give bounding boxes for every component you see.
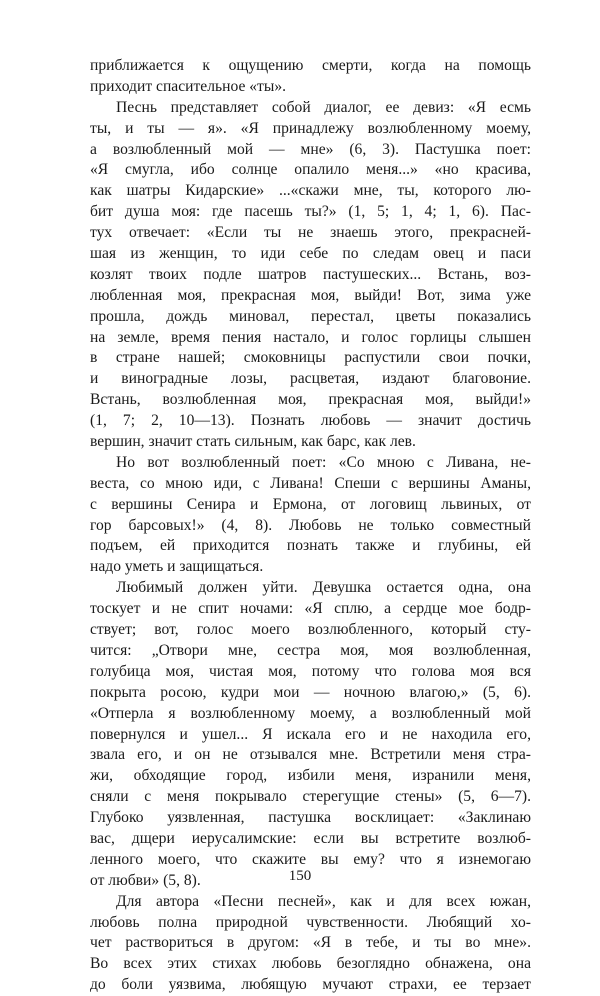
text-line: бит душа моя: где пасешь ты?» (1, 5; 1, 4; 1, 6). Пас- xyxy=(90,203,531,221)
text-line: Встань, возлюбленная моя, прекрасная моя, выйди!» xyxy=(90,391,531,409)
text-line: вершин, значит стать сильным, как барс, как лев. xyxy=(90,433,416,451)
text-line: повернулся и ушел... Я искала его и не находила его, xyxy=(90,725,531,743)
text-line: приближается к ощущению смерти, когда на помощь xyxy=(90,57,531,74)
text-line: и виноградные лозы, расцветая, издают благовоние. xyxy=(90,370,531,388)
text-line: на земле, время пения настало, и голос горлицы слышен xyxy=(90,328,531,346)
text-line: «Отперла я возлюбленному моему, а возлюбленный мой xyxy=(90,704,531,722)
text-line: козлят твоих подле шатров пастушеских... Встань, воз- xyxy=(90,265,531,283)
text-line: Глубоко уязвленная, пастушка восклицает: «Заклинаю xyxy=(90,809,531,827)
text-line: Для автора «Песни песней», как и для всех южан, xyxy=(116,892,531,910)
text-line: (1, 7; 2, 10—13). Познать любовь — значит достичь xyxy=(90,412,531,430)
text-line: любовь полна природной чувственности. Любящий хо- xyxy=(90,913,531,931)
text-line: в стране нашей; смоковницы распустили свои почки, xyxy=(90,349,531,367)
text-line: звала его, и он не отзывался мне. Встретили меня стра- xyxy=(90,746,531,764)
text-line: прошла, дождь миновал, перестал, цветы показались xyxy=(90,307,531,325)
text-line: как шатры Кидарские» ...«скажи мне, ты, которого лю- xyxy=(90,182,531,200)
text-line: подъем, ей приходится познать также и глубины, ей xyxy=(90,537,531,555)
text-line: любленная моя, прекрасная моя, выйди! Вот, зима уже xyxy=(90,286,531,304)
text-line: от любви» (5, 8). xyxy=(90,871,201,889)
text-line: Во всех этих стихах любовь безоглядно обнажена, она xyxy=(90,955,531,973)
text-line: чится: „Отвори мне, сестра моя, моя возлюбленная, xyxy=(90,641,531,659)
text-line: надо уметь и защищаться. xyxy=(90,558,264,576)
text-line: ты, и ты — я». «Я принадлежу возлюбленному моему, xyxy=(90,119,531,137)
text-line: Песнь представляет собой диалог, ее девиз: «Я есмь xyxy=(116,98,531,116)
text-line: а возлюбленный мой — мне» (6, 3). Пастушка поет: xyxy=(90,140,531,158)
text-line: с вершины Сенира и Ермона, от логовищ львиных, от xyxy=(90,495,531,513)
text-line: сняли с меня покрывало стерегущие стены» (5, 6—7). xyxy=(90,788,531,806)
text-line: вас, дщери иерусалимские: если вы встретите возлюб- xyxy=(90,829,531,847)
text-line: Любимый должен уйти. Девушка остается одна, она xyxy=(116,579,531,597)
text-line: голубица моя, чистая моя, потому что голова моя вся xyxy=(90,662,531,680)
text-line: веста, со мною иди, с Ливана! Спеши с вершины Аманы, xyxy=(90,474,531,492)
text-line: ствует; вот, голос моего возлюбленного, который сту- xyxy=(90,621,531,639)
text-line: Но вот возлюбленный поет: «Со мною с Ливана, не- xyxy=(116,453,531,471)
text-line: тоскует и не спит ночами: «Я сплю, а сердце мое бодр- xyxy=(90,600,531,618)
text-line: гор барсовых!» (4, 8). Любовь не только совместный xyxy=(90,516,531,534)
text-line: до боли уязвима, любящую мучают страхи, ее терзает xyxy=(90,976,531,994)
text-line: «Я смугла, ибо солнце опалило меня...» «но красива, xyxy=(90,161,531,179)
text-line: ленного моего, что скажите вы ему? что я изнемогаю xyxy=(90,850,531,868)
text-line: приходит спасительное «ты». xyxy=(90,77,287,95)
text-line: жи, обходящие город, избили меня, изранили меня, xyxy=(90,767,531,785)
text-line: покрыта росою, кудри мои — ночною влагою,» (5, 6). xyxy=(90,683,531,701)
text-line: шая из женщин, то иди себе по следам овец и паси xyxy=(90,245,531,263)
text-line: тух отвечает: «Если ты не знаешь этого, прекрасней- xyxy=(90,224,531,242)
page-number: 150 xyxy=(288,868,312,884)
page-text-block xyxy=(90,56,531,996)
text-line: чет раствориться в другом: «Я в тебе, и ты во мне». xyxy=(90,934,531,952)
